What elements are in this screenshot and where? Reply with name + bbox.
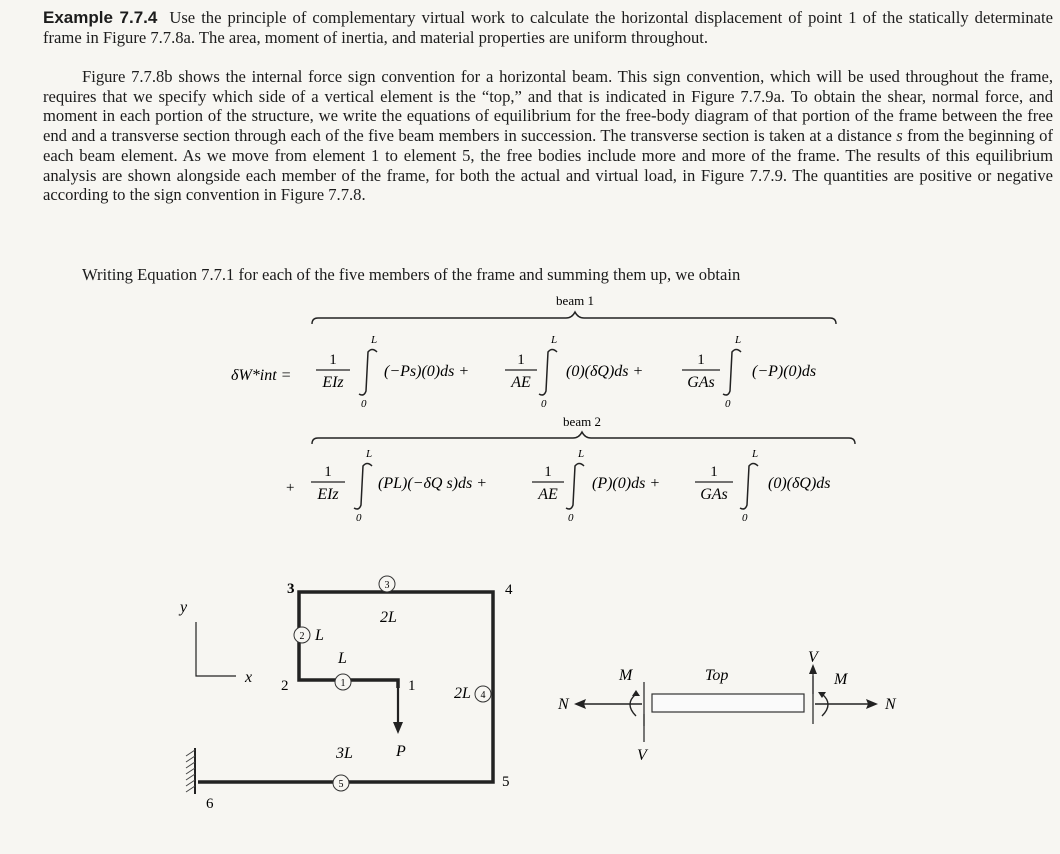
integral-sign (723, 350, 741, 396)
axis-icon (178, 599, 252, 686)
numerator-one: 1 (710, 464, 718, 480)
node-label-1: 1 (408, 678, 416, 694)
moment-label-left: M (619, 667, 633, 684)
row2-term-1: (PL)(−δQ s)ds + (378, 475, 488, 492)
load-arrow (393, 688, 406, 760)
dimension-element-2: L (315, 627, 324, 644)
load-label: P (396, 743, 406, 760)
element-label-2: 2 (299, 631, 305, 642)
integral-sign (354, 464, 372, 510)
integral-sign (359, 350, 377, 396)
lower-limit: 0 (356, 512, 362, 524)
denominator-ae: AE (538, 486, 558, 503)
row1-term-2: (0)(δQ)ds + (566, 363, 644, 380)
upper-limit: L (578, 448, 585, 460)
node-label-3: 3 (287, 581, 295, 597)
shear-label-right: V (808, 649, 818, 666)
axis-x-label: x (245, 669, 253, 686)
node-label-5: 5 (502, 774, 510, 790)
upper-limit: L (366, 448, 373, 460)
body-text-part-2: from the beginning of each beam element. As we move from element 1 to element 5, the free bodies include more and more of the frame. The results of this equilibrium analysis are shown alongside each member of the frame, for both the actual and virtual load, in Figure 7.7.9. The quantities are positive or negative according to the sign convention in Figure 7.7.8. (43, 126, 1054, 205)
upper-limit: L (752, 448, 759, 460)
lower-limit: 0 (361, 398, 367, 410)
dimension-element-5: 3L (336, 745, 353, 762)
element-label-4: 4 (480, 690, 486, 701)
lhs-delta-w: δW*int = (231, 367, 292, 384)
moment-label-right: M (834, 671, 848, 688)
top-label: Top (705, 667, 729, 684)
numerator-one: 1 (517, 352, 525, 368)
denominator-gas: GAs (700, 486, 728, 503)
example-label: Example 7.7.4 (43, 8, 158, 27)
normal-force-label-left: N (558, 696, 569, 713)
numerator-one: 1 (329, 352, 337, 368)
brace-label-beam-2: beam 2 (563, 414, 601, 429)
shear-label-left: V (637, 747, 647, 764)
sign-convention-figure (540, 630, 940, 770)
body-text-part-1: Figure 7.7.8b shows the internal force sign convention for a horizontal beam. This sign convention, which will be used throughout the frame, requires that we specify which side of a vertical element is the “top,” and that is indicated in Figure 7.7.9a. To obtain the shear, normal force, and moment in each portion of the structure, we write the equations of equilibrium for the free-body diagram of that portion of the frame between the free end and a transverse section through each of the five beam members in succession. The transverse section is taken at a distance (43, 67, 1053, 146)
dimension-element-3: 2L (380, 609, 397, 626)
upper-limit: L (735, 334, 742, 346)
element-label-1: 1 (340, 678, 346, 689)
element-label-3: 3 (384, 580, 390, 591)
axis-y-label: y (180, 599, 188, 616)
row2-term-2: (P)(0)ds + (592, 475, 661, 492)
plus-sign: + (286, 480, 295, 496)
upper-limit: L (551, 334, 558, 346)
numerator-one: 1 (697, 352, 705, 368)
lower-limit: 0 (725, 398, 731, 410)
row1-term-1: (−Ps)(0)ds + (384, 363, 470, 380)
row2-term-3: (0)(δQ)ds (768, 475, 831, 492)
brace-label-beam-1: beam 1 (556, 293, 594, 308)
upper-limit: L (371, 334, 378, 346)
denominator-ae: AE (511, 374, 531, 391)
dimension-element-1: L (338, 650, 347, 667)
integral-sign (566, 464, 584, 510)
frame-figure (0, 560, 560, 854)
beam-segment (652, 694, 804, 712)
numerator-one: 1 (324, 464, 332, 480)
dimension-element-4: 2L (454, 685, 471, 702)
denominator-gas: GAs (687, 374, 715, 391)
brace-beam-2 (312, 414, 855, 444)
integral-sign (539, 350, 557, 396)
lead-in-paragraph: Writing Equation 7.7.1 for each of the five members of the frame and summing them up, we obtain (82, 265, 741, 284)
row1-term-3: (−P)(0)ds (752, 363, 817, 380)
element-label-5: 5 (338, 779, 344, 790)
brace-beam-1 (312, 293, 836, 324)
numerator-one: 1 (544, 464, 552, 480)
example-intro-text: Use the principle of complementary virtual work to calculate the horizontal displacement of point 1 of the statically determinate frame in Figure 7.7.8a. The area, moment of inertia, and material properties are uniform throughout. (43, 8, 1053, 47)
denominator-ei: EIz (322, 374, 344, 391)
variable-s: s (896, 126, 903, 146)
fixed-support (186, 748, 195, 794)
node-label-4: 4 (505, 582, 513, 598)
lower-limit: 0 (568, 512, 574, 524)
node-label-6: 6 (206, 796, 214, 812)
normal-force-label-right: N (885, 696, 896, 713)
lower-limit: 0 (541, 398, 547, 410)
integral-sign (740, 464, 758, 510)
denominator-ei: EIz (317, 486, 339, 503)
node-label-2: 2 (281, 678, 289, 694)
lower-limit: 0 (742, 512, 748, 524)
